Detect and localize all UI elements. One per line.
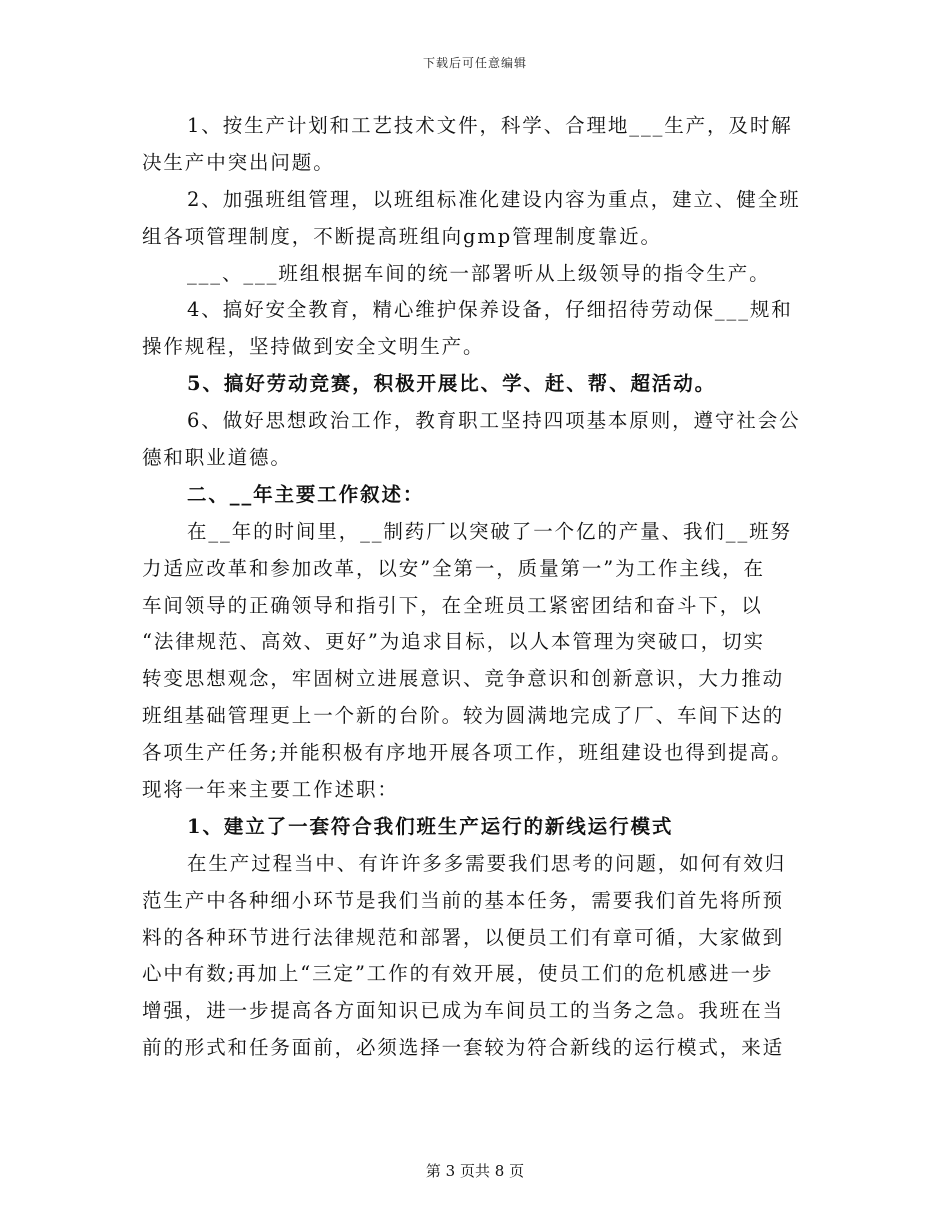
paragraph-line: 心中有数;再加上“三定”工作的有效开展，使员工们的危机感进一步 bbox=[142, 962, 774, 986]
bold-heading-line: 5、搞好劳动竞赛，积极开展比、学、赶、帮、超活动。 bbox=[187, 372, 717, 396]
paragraph-line: 操作规程，坚持做到安全文明生产。 bbox=[142, 335, 485, 359]
paragraph-line: 在生产过程当中、有许许多多需要我们思考的问题，如何有效归 bbox=[187, 851, 787, 875]
subsection-heading: 1、建立了一套符合我们班生产运行的新线运行模式 bbox=[187, 814, 674, 838]
paragraph-line: 料的各种环节进行法律规范和部署，以便员工们有章可循，大家做到 bbox=[142, 925, 785, 949]
paragraph-line: 1、按生产计划和工艺技术文件，科学、合理地___生产，及时解 bbox=[187, 114, 793, 137]
paragraph-line: ___、___班组根据车间的统一部署听从上级领导的指令生产。 bbox=[187, 261, 771, 285]
paragraph-line: 车间领导的正确领导和指引下，在全班员工紧密团结和奋斗下，以 bbox=[142, 593, 763, 617]
paragraph-line: 组各项管理制度，不断提高班组向gmp管理制度靠近。 bbox=[142, 224, 662, 248]
paragraph-line: 增强，进一步提高各方面知识已成为车间员工的当务之急。我班在当 bbox=[142, 999, 785, 1023]
paragraph-line: 转变思想观念，牢固树立进展意识、竞争意识和创新意识，大力推动 bbox=[142, 667, 785, 691]
document-body bbox=[142, 108, 812, 1067]
paragraph-line: 4、搞好安全教育，精心维护保养设备，仔细招待劳动保___规和 bbox=[187, 298, 793, 322]
paragraph-line: 德和职业道德。 bbox=[142, 446, 292, 470]
section-heading: 二、__年主要工作叙述： bbox=[187, 482, 425, 506]
paragraph-line: 决生产中突出问题。 bbox=[142, 150, 335, 174]
paragraph-line: 2、加强班组管理，以班组标准化建设内容为重点，建立、健全班 bbox=[187, 187, 801, 211]
paragraph-line: “法律规范、高效、更好”为追求目标，以人本管理为突破口，切实 bbox=[142, 630, 765, 654]
paragraph-line: 班组基础管理更上一个新的台阶。较为圆满地完成了厂、车间下达的 bbox=[142, 704, 785, 728]
paragraph-line: 在__年的时间里，__制药厂以突破了一个亿的产量、我们__班努 bbox=[187, 519, 792, 543]
paragraph-line: 力适应改革和参加改革，以安”全第一，质量第一”为工作主线，在 bbox=[142, 556, 765, 580]
paragraph-line: 范生产中各种细小环节是我们当前的基本任务，需要我们首先将所预 bbox=[142, 888, 785, 912]
page-header-note: 下载后可任意编辑 bbox=[422, 56, 527, 70]
paragraph-line: 各项生产任务;并能积极有序地开展各项工作，班组建设也得到提高。 bbox=[142, 741, 793, 765]
page-number-footer: 第 3 页共 8 页 bbox=[425, 1162, 525, 1180]
paragraph-line: 前的形式和任务面前，必须选择一套较为符合新线的运行模式，来适 bbox=[142, 1036, 785, 1060]
paragraph-line: 6、做好思想政治工作，教育职工坚持四项基本原则，遵守社会公 bbox=[187, 409, 801, 433]
paragraph-line: 现将一年来主要工作述职： bbox=[142, 778, 399, 802]
